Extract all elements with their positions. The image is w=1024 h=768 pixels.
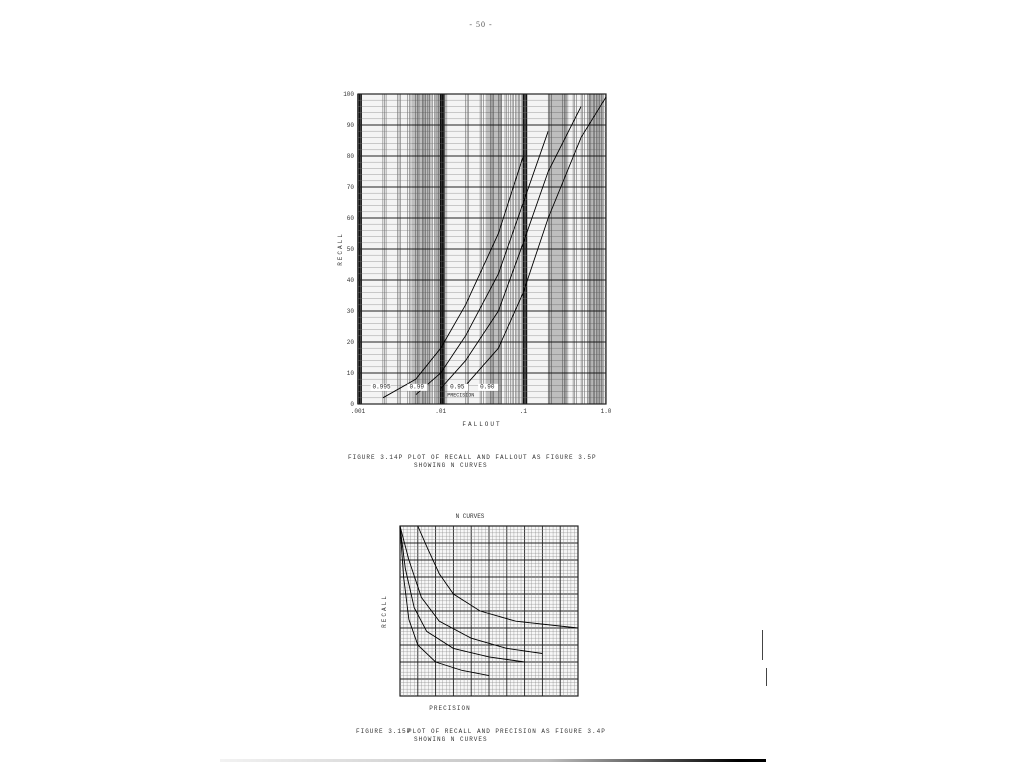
- scan-band: [486, 94, 502, 404]
- y-tick-label: 40: [346, 277, 354, 284]
- y-tick-label: 20: [346, 339, 354, 346]
- recall-fallout-chart: [330, 86, 620, 431]
- x-axis-label: PRECISION: [429, 705, 471, 712]
- x-tick-label: 1.0: [600, 408, 612, 415]
- y-tick-label: 30: [346, 308, 354, 315]
- figure1-caption-text2: SHOWING N CURVES: [414, 462, 488, 469]
- y-tick-label: 60: [346, 215, 354, 222]
- y-tick-label: 80: [346, 153, 354, 160]
- x-tick-label: .001: [350, 408, 366, 415]
- recall-precision-chart: [360, 508, 590, 716]
- scan-band: [548, 94, 568, 404]
- margin-mark: [766, 668, 767, 686]
- y-axis-label: RECALL: [381, 594, 388, 628]
- y-tick-label: 10: [346, 370, 354, 377]
- precision-value-label: 0.99: [409, 383, 424, 391]
- figure2-caption-label: FIGURE 3.15P: [356, 728, 412, 735]
- y-axis-label: RECALL: [337, 232, 344, 266]
- margin-mark: [762, 630, 763, 660]
- precision-value-label: 0.95: [450, 383, 465, 391]
- x-tick-label: .01: [435, 408, 447, 415]
- scan-band: [437, 94, 447, 404]
- precision-inner-label: PRECISION: [447, 392, 475, 399]
- y-tick-label: 70: [346, 184, 354, 191]
- y-tick-label: 100: [343, 91, 354, 98]
- y-tick-label: 90: [346, 122, 354, 129]
- figure1-caption-label: FIGURE 3.14P: [348, 454, 404, 461]
- page-number: - 50 -: [469, 20, 493, 29]
- figure1-caption-text: PLOT OF RECALL AND FALLOUT AS FIGURE 3.5P: [408, 454, 597, 461]
- y-tick-label: 50: [346, 246, 354, 253]
- scan-band: [588, 94, 603, 404]
- figure2-caption-text2: SHOWING N CURVES: [414, 736, 488, 743]
- y-tick-label: 0: [350, 401, 354, 408]
- scan-edge-line: [220, 759, 766, 762]
- scan-band: [409, 94, 430, 404]
- x-axis-label: FALLOUT: [462, 421, 502, 428]
- x-tick-label: .1: [519, 408, 527, 415]
- precision-value-label: 0.90: [480, 383, 495, 391]
- precision-value-label: 0.995: [372, 383, 391, 391]
- chart-title: N CURVES: [455, 513, 485, 520]
- figure2-caption-text: PLOT OF RECALL AND PRECISION AS FIGURE 3.4P: [408, 728, 606, 735]
